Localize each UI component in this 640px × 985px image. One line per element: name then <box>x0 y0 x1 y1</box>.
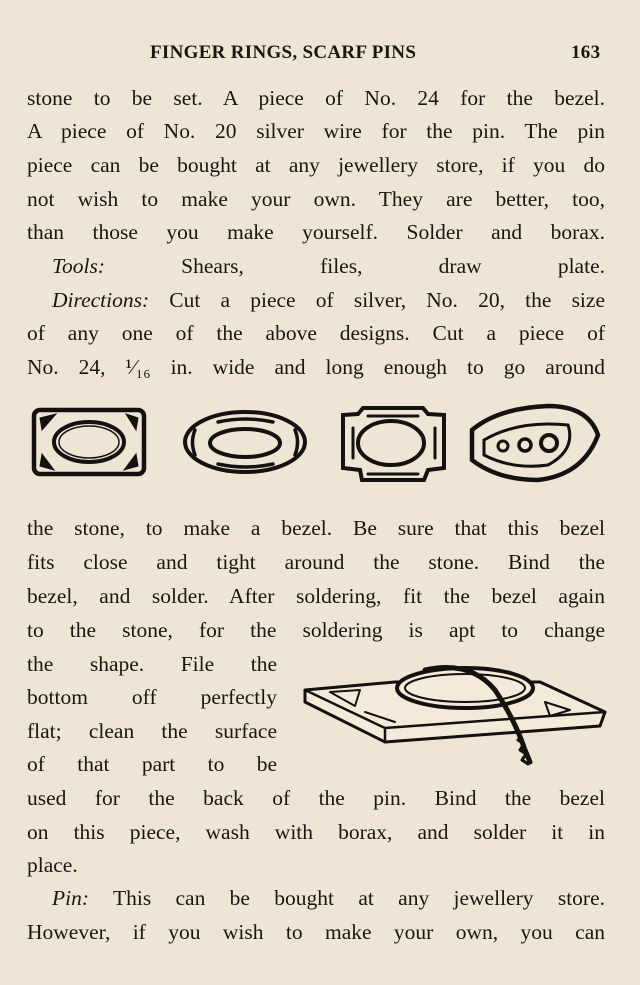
text-line-content: Shears, files, draw plate. <box>104 254 605 278</box>
text-line-content: flat; clean the surface <box>27 719 277 743</box>
text-line-content: of that part to be <box>27 752 277 776</box>
text-line <box>27 616 605 644</box>
text-line-content: not wish to make your own. They are better, too, <box>27 187 605 211</box>
notched-bezel-design <box>343 408 444 480</box>
text-line-content: This can be bought at any jewellery store. <box>89 886 605 910</box>
text-line-content: to the stone, for the soldering is apt to change <box>27 618 605 642</box>
text-line <box>27 84 605 112</box>
bezel-designs-illustration <box>28 400 608 485</box>
text-line <box>27 117 605 145</box>
text-line-content: than those you make yourself. Solder and borax. <box>27 220 605 244</box>
text-line-content: No. 24, ¹⁄₁₆ in. wide and long enough to go around <box>27 355 605 379</box>
text-line <box>27 683 277 711</box>
text-line-content: stone to be set. A piece of No. 24 for the bezel. <box>27 86 605 110</box>
text-line <box>27 717 277 745</box>
leaf-bezel-design <box>472 406 598 480</box>
text-line <box>27 185 605 213</box>
bezel-binding-illustration <box>300 650 610 775</box>
text-line <box>27 286 605 314</box>
text-line-content: fits close and tight around the stone. Bind the <box>27 550 605 574</box>
rectangular-bezel-design <box>34 410 144 474</box>
text-line-content: bezel, and solder. After soldering, fit the bezel again <box>27 584 605 608</box>
text-line <box>27 918 605 946</box>
text-line <box>27 319 605 347</box>
text-line <box>27 818 605 846</box>
italic-lead-label: Pin: <box>52 886 90 910</box>
text-line-content: place. <box>27 853 78 877</box>
text-line <box>27 548 605 576</box>
text-line <box>27 514 605 542</box>
italic-lead-label: Directions: <box>52 288 150 312</box>
text-line-content: bottom off perfectly <box>27 685 277 709</box>
text-line <box>27 218 605 246</box>
text-line-content: the stone, to make a bezel. Be sure that this bezel <box>27 516 605 540</box>
text-line-content: Cut a piece of silver, No. 20, the size <box>149 288 605 312</box>
italic-lead-label: Tools: <box>52 254 105 278</box>
text-line <box>27 784 605 812</box>
oval-bezel-design <box>185 412 305 472</box>
text-line-content: used for the back of the pin. Bind the bezel <box>27 786 605 810</box>
text-line-content: piece can be bought at any jewellery store, if you do <box>27 153 605 177</box>
text-line <box>27 582 605 610</box>
page-number: 163 <box>571 42 601 63</box>
running-header-title: FINGER RINGS, SCARF PINS <box>150 42 417 63</box>
text-line <box>27 750 277 778</box>
text-line-content: on this piece, wash with borax, and solder it in <box>27 820 605 844</box>
text-line <box>27 851 605 879</box>
text-line <box>27 353 605 381</box>
text-line-content: A piece of No. 20 silver wire for the pin. The pin <box>27 119 605 143</box>
text-line-content: of any one of the above designs. Cut a piece of <box>27 321 605 345</box>
text-line-content: the shape. File the <box>27 652 277 676</box>
text-line <box>27 151 605 179</box>
text-line <box>27 252 605 280</box>
text-line-content: However, if you wish to make your own, you can <box>27 920 605 944</box>
text-line <box>27 884 605 912</box>
text-line <box>27 650 277 678</box>
